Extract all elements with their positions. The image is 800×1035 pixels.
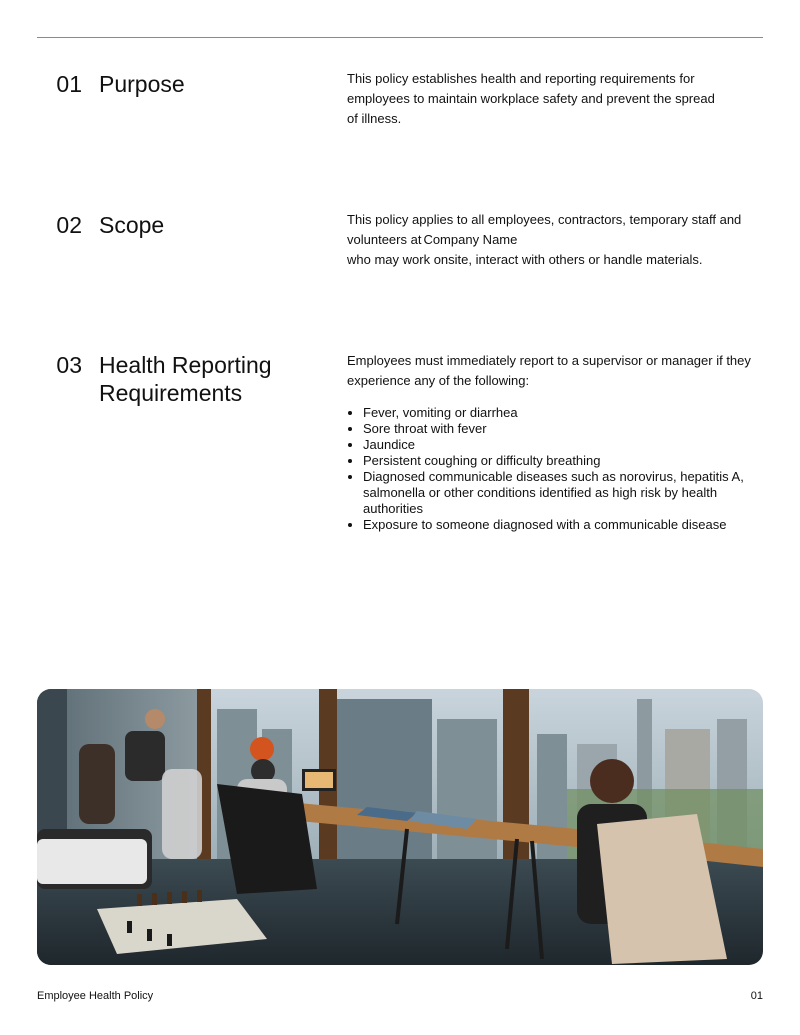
footer-document-title: Employee Health Policy	[37, 990, 154, 1002]
list-item: • Jaundice	[363, 437, 767, 453]
title-line: Health Reporting	[99, 352, 272, 378]
section-number: 03	[56, 352, 82, 378]
office-photo	[37, 689, 763, 965]
list-item: • Fever, vomiting or diarrhea	[363, 405, 767, 421]
section-title: Purpose	[99, 71, 185, 97]
list-item: • Diagnosed communicable diseases such as norovirus, hepatitis A, salmonella or other conditions identified as high risk by health authorities	[363, 469, 767, 517]
section-title: Scope	[99, 212, 165, 238]
body-line	[347, 230, 767, 250]
top-divider	[37, 37, 763, 38]
body-line: This policy applies to all employees, contractors, temporary staff and	[347, 212, 742, 227]
list-item: • Persistent coughing or difficulty breathing	[363, 453, 767, 469]
body-line: This policy establishes health and reporting requirements for	[347, 71, 695, 86]
intro-line: Employees must immediately report to a supervisor or manager if they	[347, 353, 751, 368]
section-body	[347, 210, 767, 270]
intro-line: experience any of the following:	[347, 373, 530, 388]
company-name-placeholder: Company Name	[423, 232, 518, 247]
title-line: Requirements	[99, 380, 243, 406]
body-line: who may work onsite, interact with others or handle materials.	[347, 252, 703, 267]
office-scene-illustration	[37, 689, 763, 965]
section-title	[99, 351, 329, 407]
body-line: of illness.	[347, 111, 402, 126]
cabinet-top	[37, 839, 147, 884]
body-line: employees to maintain workplace safety and prevent the spread	[347, 91, 715, 106]
footer-page-number: 01	[750, 990, 763, 1002]
section-body	[347, 351, 767, 533]
list-item: • Exposure to someone diagnosed with a communicable disease	[363, 517, 767, 533]
list-item: • Sore throat with fever	[363, 421, 767, 437]
body-text: volunteers at	[347, 232, 422, 247]
section-number: 02	[56, 212, 82, 238]
section-body	[347, 69, 767, 129]
symptom-list	[347, 405, 767, 533]
section-number: 01	[56, 71, 82, 97]
